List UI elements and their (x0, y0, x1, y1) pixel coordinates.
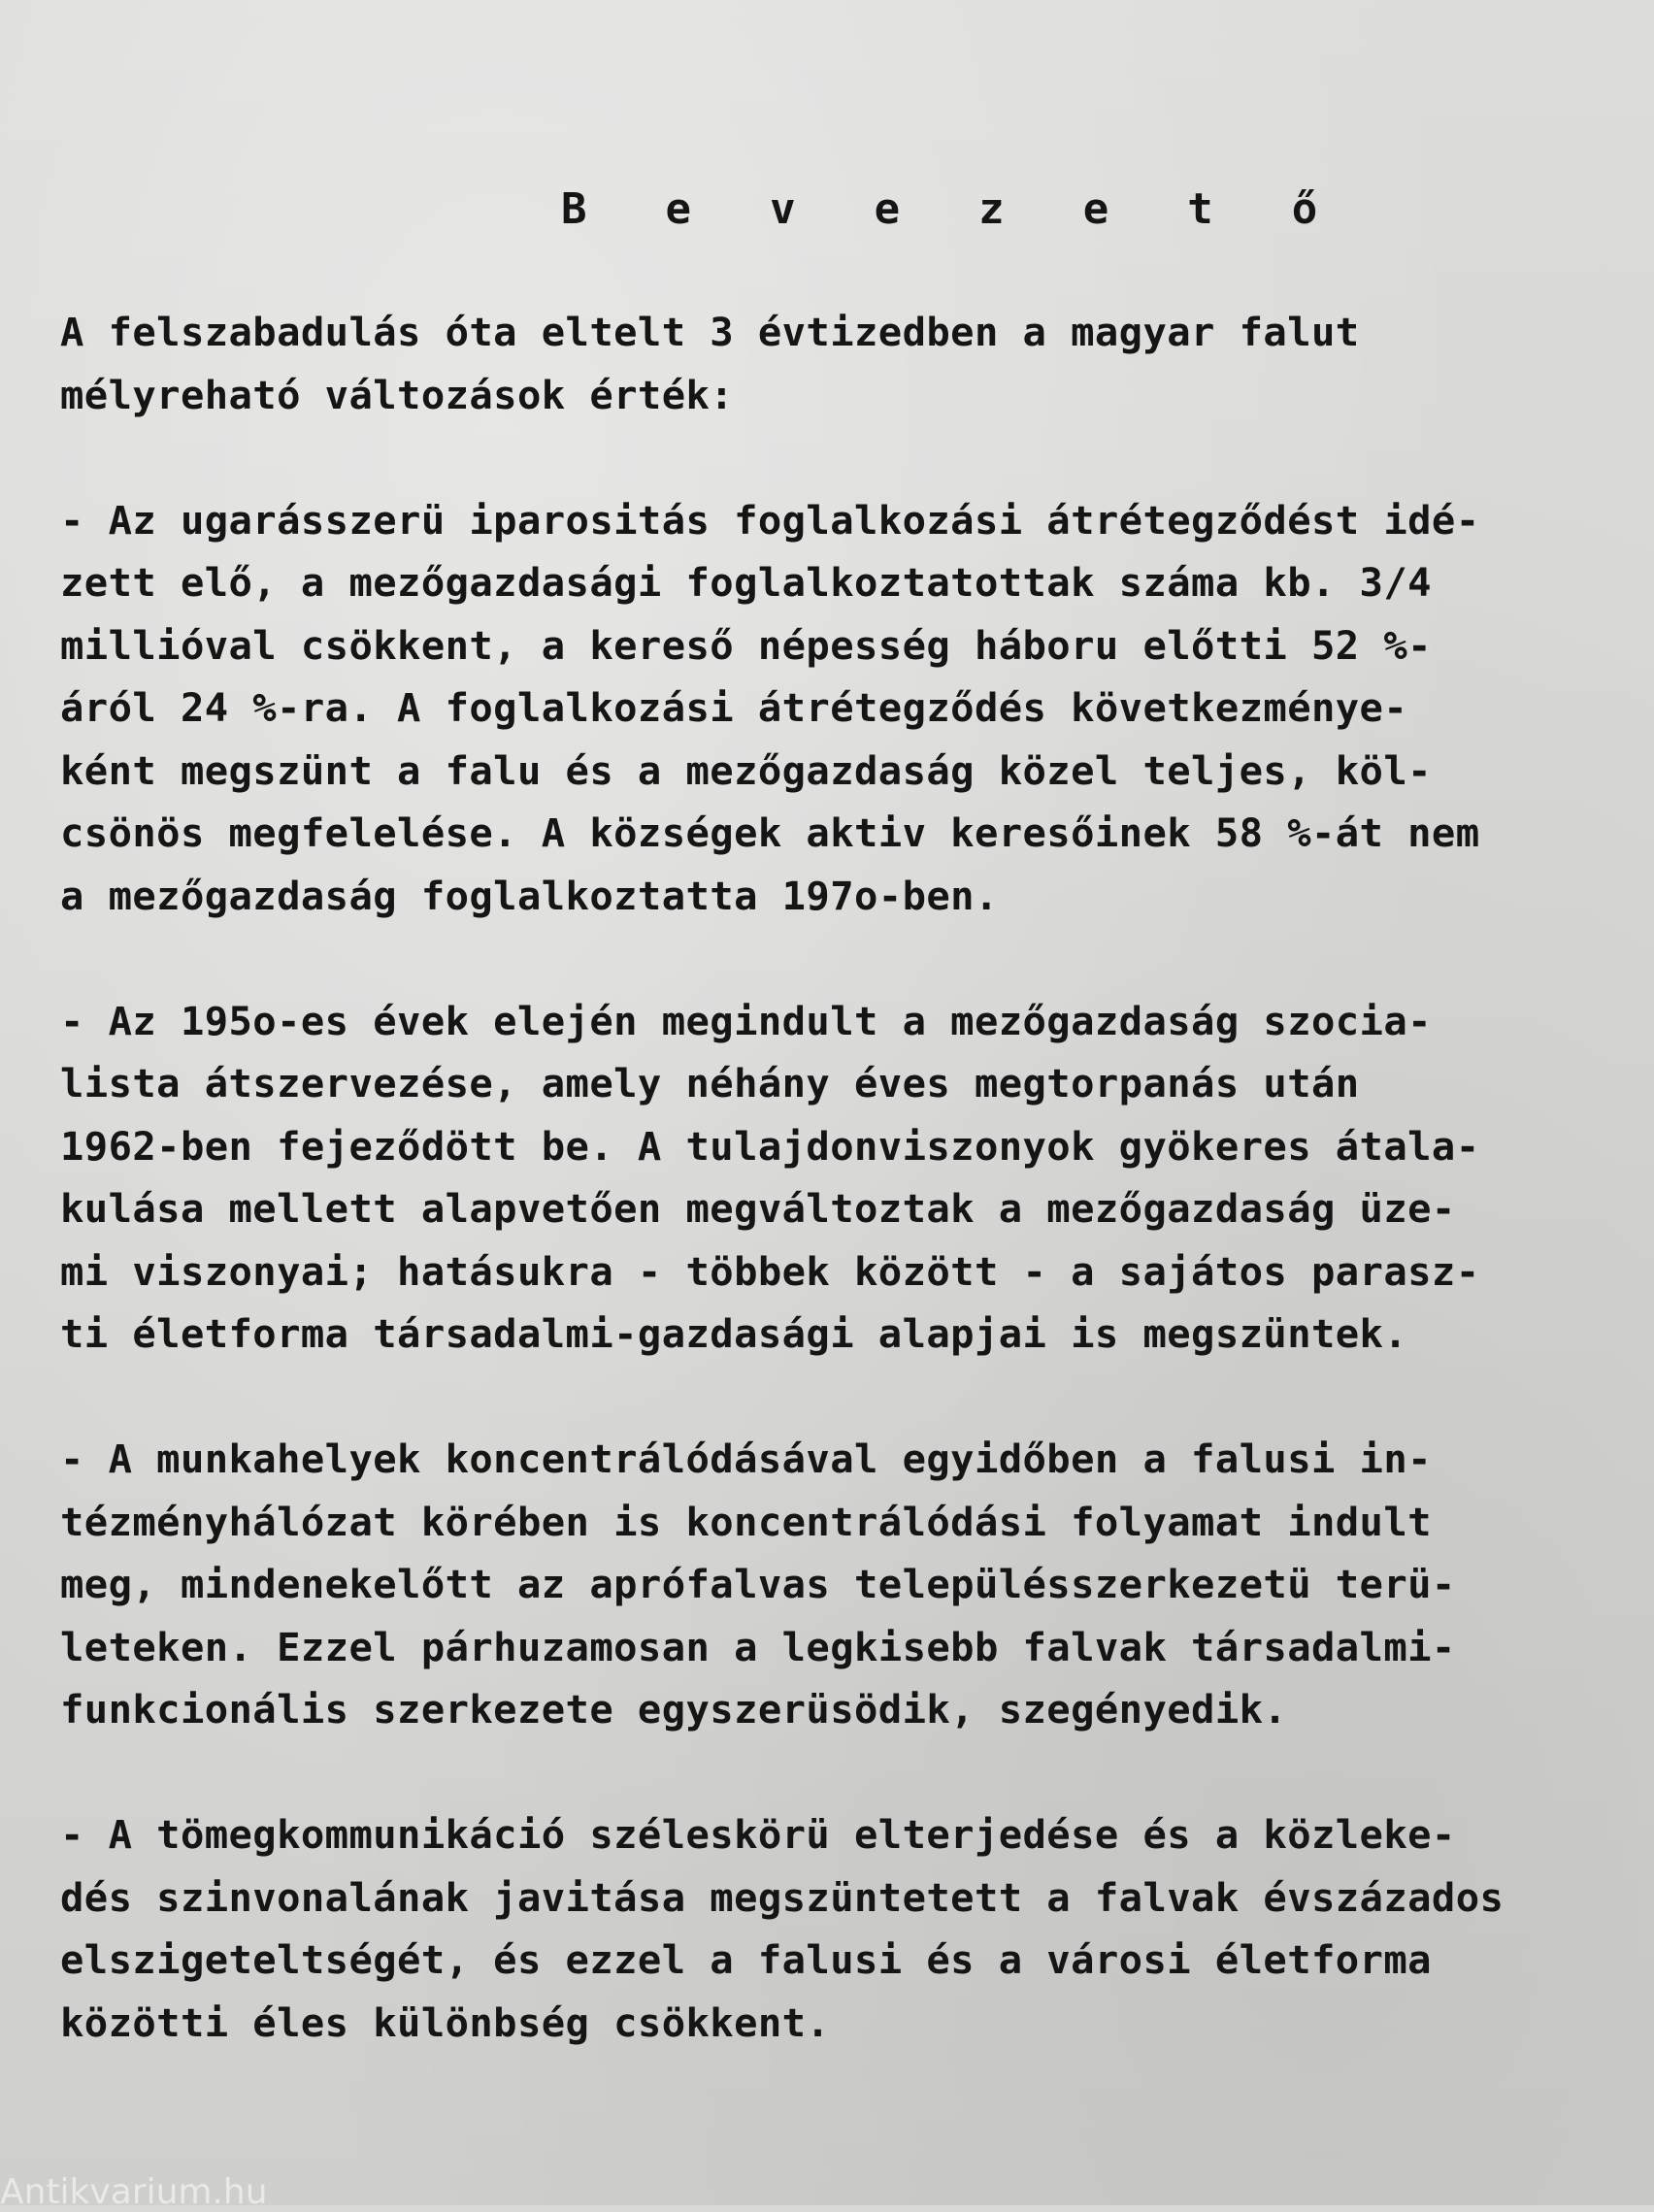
document-body (60, 301, 1594, 2054)
document-title: B e v e z e t ő (561, 184, 1344, 234)
paragraph-concentration (60, 1428, 1594, 1741)
text-line: zett elő, a mezőgazdasági foglalkoztatottak száma kb. 3/4 (60, 559, 1432, 606)
text-line: csönös megfelelése. A községek aktiv keresőinek 58 %-át nem (60, 809, 1480, 856)
text-line: funkcionális szerkezete egyszerüsödik, szegényedik. (60, 1686, 1288, 1733)
paragraph-collectivization (60, 990, 1594, 1366)
text-line: ti életforma társadalmi-gazdasági alapjai is megszüntek. (60, 1310, 1408, 1357)
text-line: a mezőgazdaság foglalkoztatta 197o-ben. (60, 872, 999, 919)
text-line: - Az ugarásszerü iparositás foglalkozási átrétegződést idé- (60, 496, 1480, 544)
text-line: - Az 195o-es évek elején megindult a mezőgazdaság szocia- (60, 997, 1432, 1044)
watermark-text: Antikvarium.hu (0, 2172, 268, 2212)
text-line: áról 24 %-ra. A foglalkozási átrétegződés következménye- (60, 684, 1408, 731)
text-line: A felszabadulás óta eltelt 3 évtizedben a magyar falut (60, 309, 1360, 355)
text-line: ként megszünt a falu és a mezőgazdaság közel teljes, köl- (60, 746, 1432, 794)
text-line: közötti éles különbség csökkent. (60, 1998, 831, 2046)
text-line: mélyreható változások érték: (60, 371, 735, 418)
paragraph-communication (60, 1803, 1594, 2054)
text-line: leteken. Ezzel párhuzamosan a legkisebb falvak társadalmi- (60, 1623, 1456, 1670)
text-line: 1962-ben fejeződött be. A tulajdonviszonyok gyökeres átala- (60, 1122, 1480, 1170)
text-line: tézményhálózat körében is koncentrálódási folyamat indult (60, 1498, 1432, 1545)
text-line: millióval csökkent, a kereső népesség háboru előtti 52 %- (60, 621, 1432, 669)
text-line: lista átszervezése, amely néhány éves megtorpanás után (60, 1060, 1360, 1106)
text-line: meg, mindenekelőtt az aprófalvas településszerkezetü terü- (60, 1561, 1456, 1607)
text-line: - A tömegkommunikáció széleskörü elterjedése és a közleke- (60, 1811, 1456, 1858)
paragraph-industrialization (60, 489, 1594, 928)
paragraph-intro (60, 301, 1594, 426)
text-line: mi viszonyai; hatásukra - többek között - a sajátos parasz- (60, 1247, 1480, 1295)
text-line: kulása mellett alapvetően megváltoztak a mezőgazdaság üze- (60, 1185, 1456, 1232)
text-line: elszigeteltségét, és ezzel a falusi és a városi életforma (60, 1936, 1432, 1983)
text-line: dés szinvonalának javitása megszüntetett a falvak évszázados (60, 1873, 1505, 1921)
text-line: - A munkahelyek koncentrálódásával egyidőben a falusi in- (60, 1436, 1432, 1482)
